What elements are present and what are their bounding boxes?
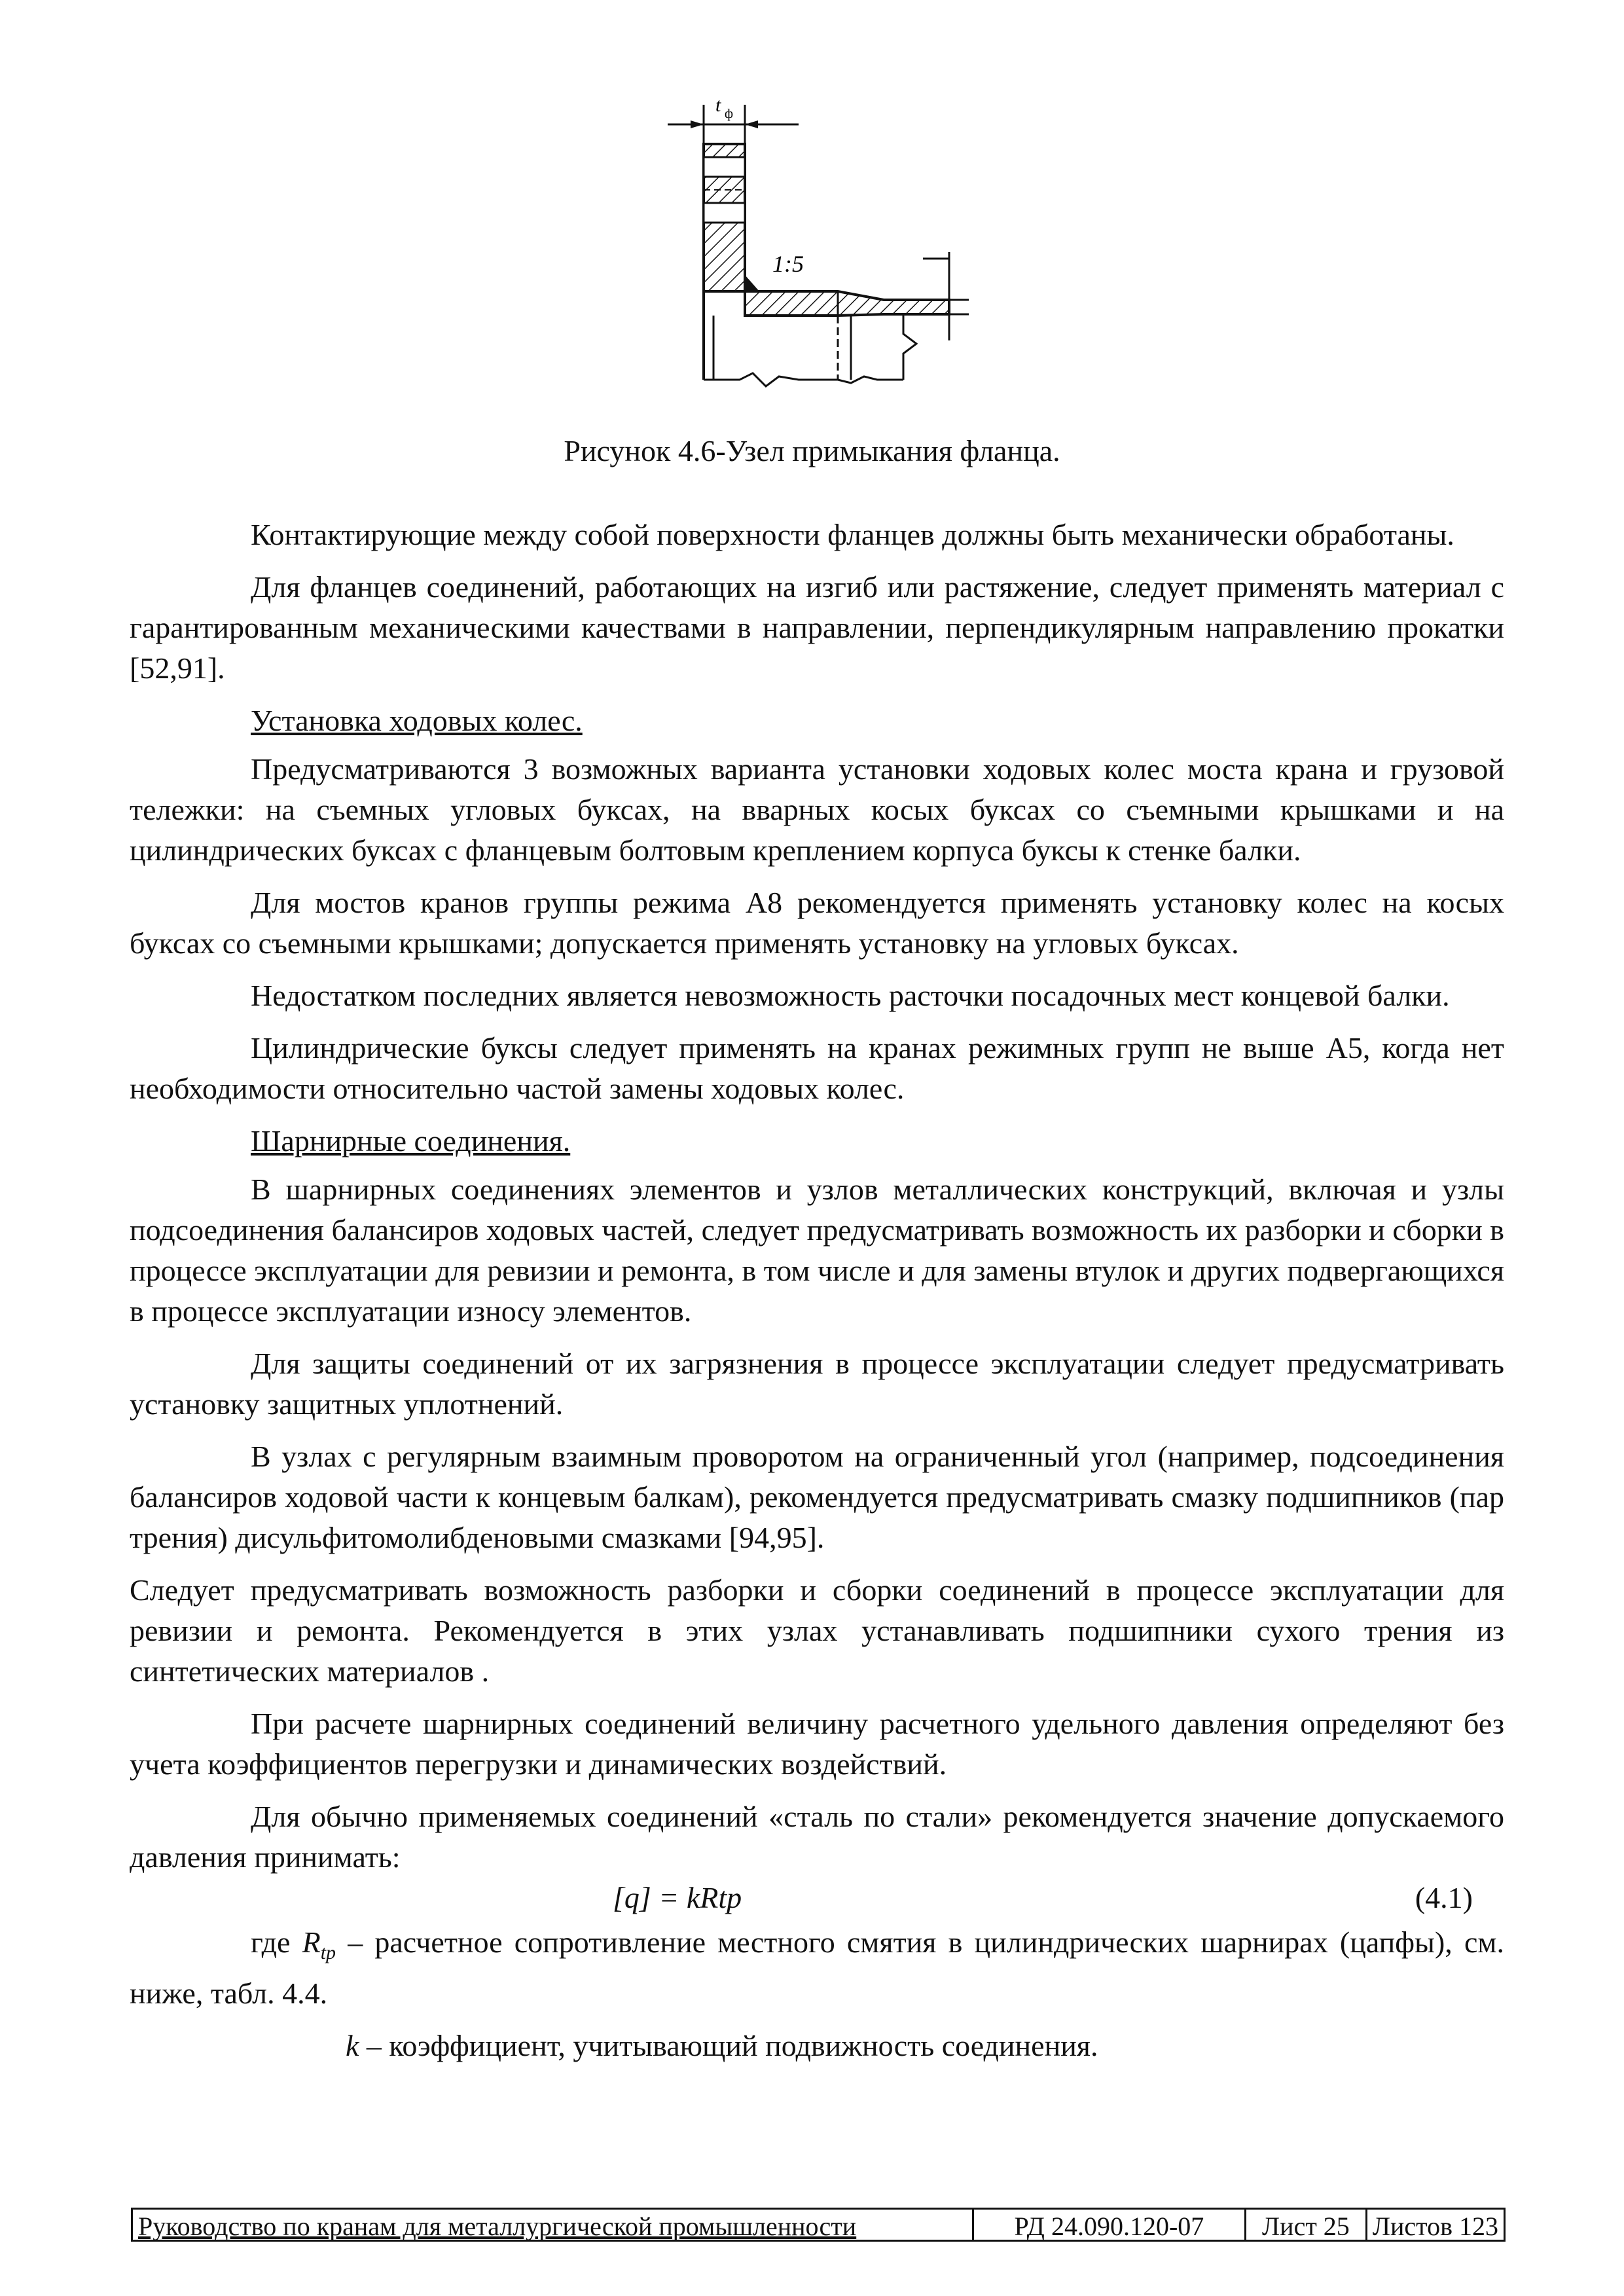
footer-code: РД 24.090.120-07 — [974, 2210, 1246, 2240]
paragraph: Следует предусматривать возможность разборки и сборки соединений в процессе эксплуатации для ревизии и ремонта. Рекомендуется в этих узлах устанавливать подшипники сухого трения из синтетических материалов . — [130, 1573, 1504, 1688]
footer-sheet: Лист 25 — [1246, 2210, 1367, 2240]
slope-label: 1:5 — [772, 251, 804, 277]
formula-number: (4.1) — [1415, 1881, 1473, 1914]
paragraph: В шарнирных соединениях элементов и узлов металлических конструкций, включая и узлы подсоединения балансиров ходовых частей, следует предусматривать возможность их разборки и сборки в процессе эксплуатации для ревизии и ремонта, в том числе и для замены втулок и других подвергающихся в процессе эксплуатации износу элементов. — [130, 1173, 1504, 1328]
section-heading: Установка ходовых колес. — [251, 704, 583, 737]
symbol-k: k — [346, 2029, 359, 2063]
flange-joint-drawing — [641, 85, 982, 419]
symbol-r: R — [302, 1925, 321, 1959]
paragraph: Контактирующие между собой поверхности фланцев должны быть механически обработаны. — [251, 518, 1454, 551]
paragraph: где $R_{tp}$ – расчетное сопротивление местного смятия в цилиндрических шарнирах (цапфы), см. ниже, табл. 4.4. — [130, 1925, 1504, 2011]
paragraph: Недостатком последних является невозможность расточки посадочных мест концевой балки. — [251, 979, 1450, 1012]
figure-caption: Рисунок 4.6-Узел примыкания фланца. — [564, 434, 1060, 467]
paragraph: Для обычно применяемых соединений «сталь по стали» рекомендуется значение допускаемого давления принимать: — [130, 1800, 1504, 1874]
dimension-t-label: t — [715, 94, 721, 116]
footer-title: Руководство по кранам для металлургической промышленности — [133, 2210, 974, 2240]
section-heading: Шарнирные соединения. — [251, 1124, 571, 1157]
formula-expression: [q] = kRtp — [613, 1881, 742, 1914]
footer-sheets-total: Листов 123 — [1372, 2212, 1499, 2241]
paragraph: Предусматриваются 3 возможных варианта установки ходовых колес моста крана и грузовой тележки: на съемных угловых буксах, на вварных косых буксах со съемными крышками и на цилиндрических буксах с фланцевым болтовым креплением корпуса буксы к стенке балки. — [130, 752, 1504, 867]
body-text — [130, 515, 1504, 2078]
footer-stamp — [131, 2208, 1506, 2242]
paragraph: Для защиты соединений от их загрязнения в процессе эксплуатации следует предусматривать установку защитных уплотнений. — [130, 1347, 1504, 1421]
formula-4-1 — [130, 1878, 1504, 1918]
paragraph: При расчете шарнирных соединений величину расчетного удельного давления определяют без учета коэффициентов перегрузки и динамических воздействий. — [130, 1707, 1504, 1781]
paragraph: В узлах с регулярным взаимным проворотом на ограниченный угол (например, подсоединения балансиров ходовой части к концевым балкам), рекомендуется предусматривать смазку подшипников (пар трения) дисульфитомолибденовыми смазками [94,95]. — [130, 1440, 1504, 1554]
dimension-t-subscript: ф — [725, 107, 733, 121]
paragraph: Для фланцев соединений, работающих на изгиб или растяжение, следует применять материал с гарантированным механическими качествами в направлении, перпендикулярным направлению прокатки [52,91]. — [130, 570, 1504, 685]
paragraph: k – коэффициент, учитывающий подвижность соединения. — [346, 2029, 1098, 2063]
paragraph: Для мостов кранов группы режима А8 рекомендуется применять установку колес на косых буксах со съемными крышками; допускается применять установку на угловых буксах. — [130, 886, 1504, 960]
paragraph: Цилиндрические буксы следует применять на кранах режимных групп не выше А5, когда нет необходимости относительно частой замены ходовых колес. — [130, 1031, 1504, 1105]
